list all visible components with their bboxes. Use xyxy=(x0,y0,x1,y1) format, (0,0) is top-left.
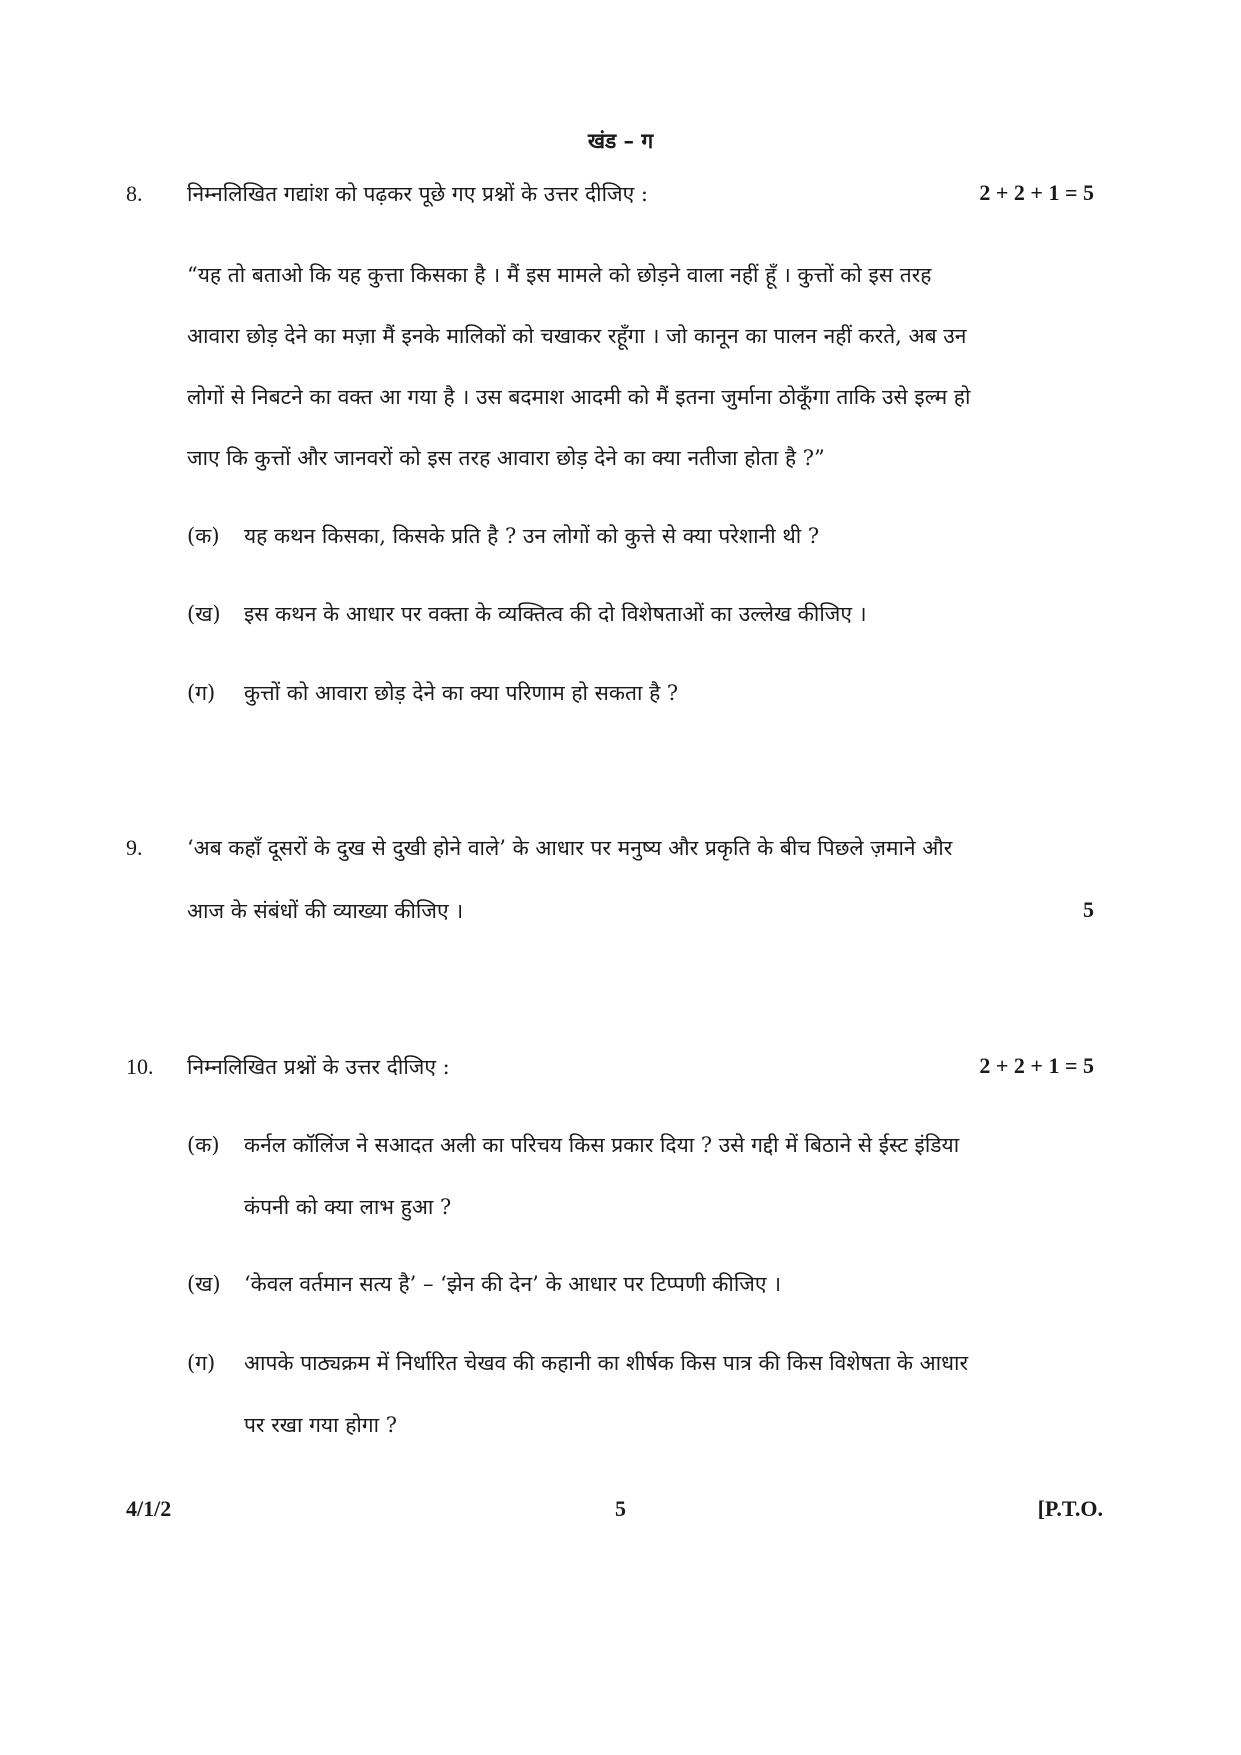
sub-label: (ग) xyxy=(187,1351,216,1375)
sub-question-text: आपके पाठ्यक्रम में निर्धारित चेखव की कहानी का शीर्षक किस पात्र की किस विशेषता के आधार xyxy=(244,1351,969,1375)
passage-line: लोगों से निबटने का वक्त आ गया है । उस बदमाश आदमी को मैं इतना जुर्माना ठोकूँगा ताकि उसे इल्म हो xyxy=(187,385,971,409)
sub-label: (ख) xyxy=(187,1272,221,1296)
passage-line: आवारा छोड़ देने का मज़ा मैं इनके मालिकों को चखाकर रहूँगा । जो कानून का पालन नहीं करते, अब उन xyxy=(187,324,967,348)
sub-label: (क) xyxy=(187,1133,220,1157)
question-marks: 2 + 2 + 1 = 5 xyxy=(979,1053,1094,1078)
question-number: 8. xyxy=(126,181,143,206)
question-prompt: निम्नलिखित प्रश्नों के उत्तर दीजिए : xyxy=(187,1055,450,1079)
question-number: 10. xyxy=(126,1054,154,1079)
sub-question-text: कुत्तों को आवारा छोड़ देने का क्या परिणाम हो सकता है ? xyxy=(244,681,679,705)
sub-question-text: ‘केवल वर्तमान सत्य है’ – ‘झेन की देन’ के आधार पर टिप्पणी कीजिए । xyxy=(244,1272,782,1296)
sub-label: (ग) xyxy=(187,681,216,705)
question-number: 9. xyxy=(126,835,143,860)
question-text-line: ‘अब कहाँ दूसरों के दुख से दुखी होने वाले’ के आधार पर मनुष्य और प्रकृति के बीच पिछले ज़माने और xyxy=(187,836,953,860)
please-turn-over: [P.T.O. xyxy=(1037,1496,1103,1521)
question-text-line: आज के संबंधों की व्याख्या कीजिए । xyxy=(187,899,464,923)
question-marks: 5 xyxy=(1083,897,1094,922)
sub-question-text: यह कथन किसका, किसके प्रति है ? उन लोगों को कुत्ते से क्या परेशानी थी ? xyxy=(244,524,820,548)
sub-question-text: कंपनी को क्या लाभ हुआ ? xyxy=(244,1195,452,1219)
sub-label: (क) xyxy=(187,524,220,548)
passage-line: जाए कि कुत्तों और जानवरों को इस तरह आवारा छोड़ देने का क्या नतीजा होता है ?” xyxy=(187,446,825,470)
sub-question-text: इस कथन के आधार पर वक्ता के व्यक्तित्व की दो विशेषताओं का उल्लेख कीजिए । xyxy=(244,602,867,626)
question-marks: 2 + 2 + 1 = 5 xyxy=(979,180,1094,205)
sub-question-text: पर रखा गया होगा ? xyxy=(244,1413,397,1437)
section-heading: खंड – ग xyxy=(587,128,654,153)
paper-code: 4/1/2 xyxy=(126,1496,172,1521)
question-prompt: निम्नलिखित गद्यांश को पढ़कर पूछे गए प्रश्नों के उत्तर दीजिए : xyxy=(187,182,649,206)
sub-label: (ख) xyxy=(187,602,221,626)
page-number: 5 xyxy=(615,1496,626,1521)
passage-line: “यह तो बताओ कि यह कुत्ता किसका है । मैं इस मामले को छोड़ने वाला नहीं हूँ । कुत्तों को इस तरह xyxy=(187,263,932,287)
sub-question-text: कर्नल कॉलिंज ने सआदत अली का परिचय किस प्रकार दिया ? उसे गद्दी में बिठाने से ईस्ट इंडिया xyxy=(244,1133,960,1157)
